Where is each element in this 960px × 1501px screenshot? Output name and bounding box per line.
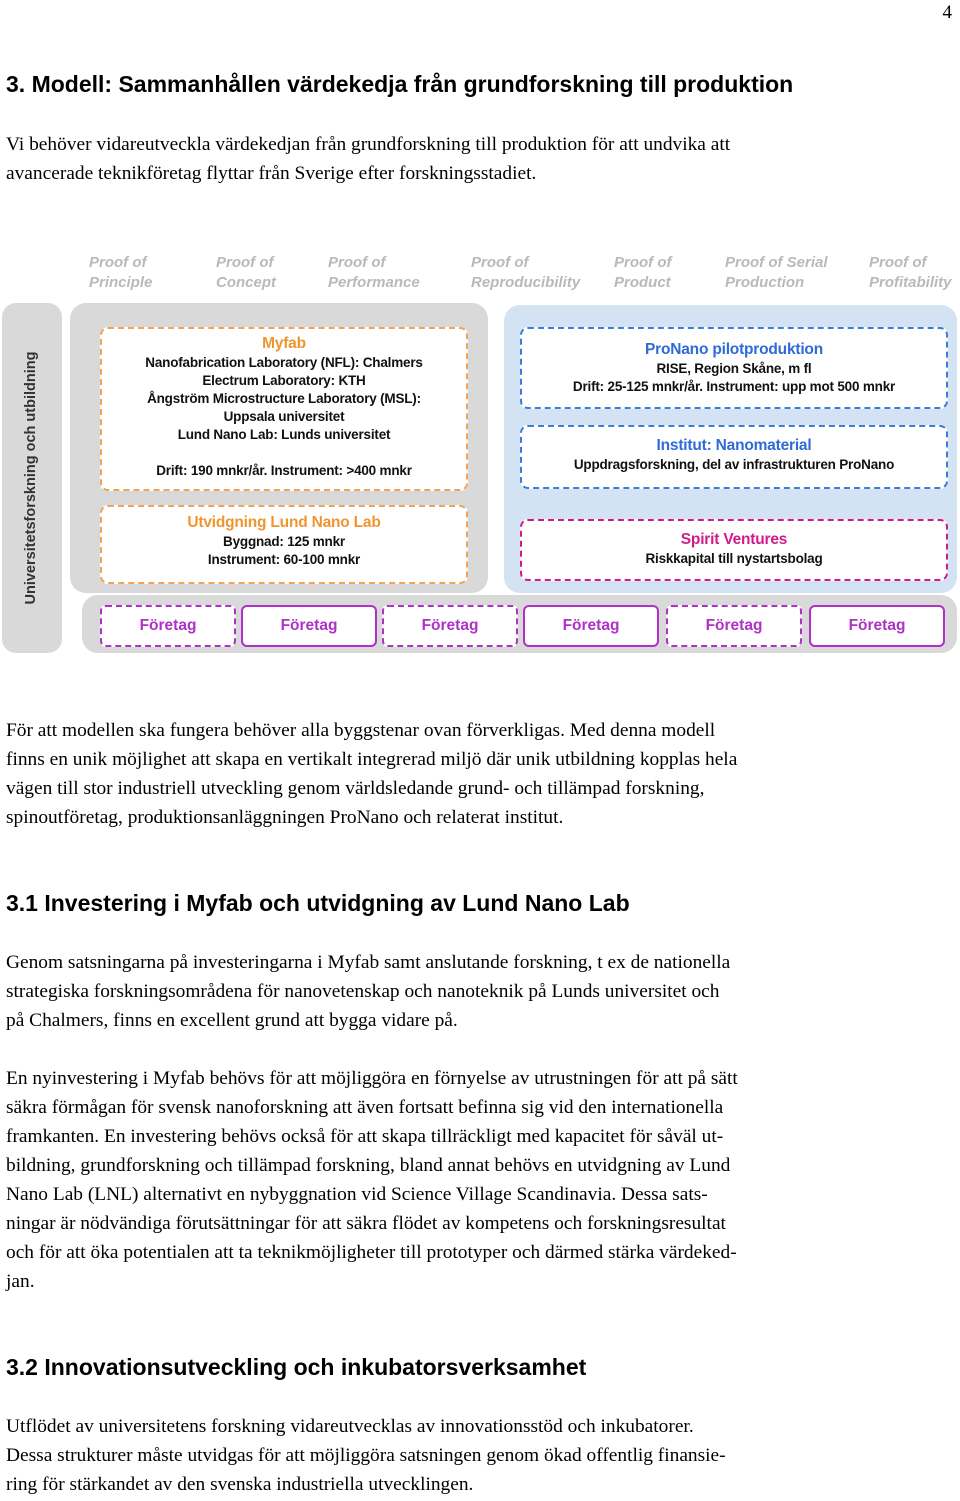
paragraph-line: säkra förmågan för svensk nanoforskning att även fortsatt befinna sig vid den internationella [6,1097,724,1118]
section-heading-3-2: 3.2 Innovationsutveckling och inkubatorsverksamhet [6,1354,587,1380]
company-box: Företag [241,605,377,647]
myfab-lnl: Lund Nano Lab: Lunds universitet [177,427,391,442]
paragraph-line: Nano Lab (LNL) alternativt en nybyggnation vid Science Village Scandinavia. Dessa sats- [6,1184,708,1205]
page-number: 4 [942,2,952,23]
stage-label: Proof of Principle [89,254,153,291]
section-3-1-paragraph-1 [6,948,958,1035]
paragraph-line: bildning, grundforskning och tillämpad forskning, bland annat behövs en utvidgning av Lund [6,1155,731,1176]
paragraph-line: En nyinvestering i Myfab behövs för att möjliggöra en förnyelse av utrustningen för att på sätt [6,1068,738,1089]
pronano-drift: Drift: 25-125 mnkr/år. Instrument: upp mot 500 mnkr [572,379,896,394]
intro-paragraph [6,130,958,188]
stage-label: Proof of Product [614,254,672,291]
paragraph-line: För att modellen ska fungera behöver alla byggstenar ovan förverkligas. Med denna modell [6,720,716,741]
lnl-expansion-box [100,505,468,584]
company-box: Företag [809,605,945,647]
lnl-expansion-building: Byggnad: 125 mnkr [223,534,345,549]
paragraph-line: framkanten. En investering behövs också för att skapa tillräckligt med kapacitet för såväl ut- [6,1126,724,1147]
paragraph-line: ring för stärkandet av den svenska industriella utvecklingen. [6,1474,474,1495]
intro-line: Vi behöver vidareutveckla värdekedjan från grundforskning till produktion för att undvika att [6,134,731,155]
paragraph-line: vägen till stor industriell utveckling genom världsledande grund- och tillämpad forskning, [6,778,705,799]
spirit-ventures-description: Riskkapital till nystartsbolag [645,551,823,566]
stage-label: Proof of Serial Production [725,254,828,291]
stage-label: Proof of Reproducibility [471,254,581,291]
company-box: Företag [382,605,518,647]
myfab-box [100,327,468,491]
company-box: Företag [666,605,802,647]
paragraph-line: strategiska forskningsområdena för nanovetenskap och nanoteknik på Lunds universitet och [6,981,720,1002]
spirit-ventures-box [520,519,948,581]
paragraph-line: finns en unik möjlighet att skapa en vertikalt integrerad miljö där unik utbildning kopplas hela [6,749,738,770]
spirit-ventures-title: Spirit Ventures [680,531,788,548]
institute-description: Uppdragsforskning, del av infrastrukturen ProNano [573,457,895,472]
myfab-nfl: Nanofabrication Laboratory (NFL): Chalmers [145,355,423,370]
paragraph-line: och för att öka potentialen att ta teknikmöjligheter till prototyper och därmed stärka värdeked- [6,1242,737,1263]
intro-line: avancerade teknikföretag flyttar från Sverige efter forskningsstadiet. [6,163,537,184]
pronano-box [520,327,948,409]
pronano-title: ProNano pilotproduktion [645,341,823,358]
myfab-electrum: Electrum Laboratory: KTH [202,373,366,388]
paragraph-line: Utflödet av universitetens forskning vidareutvecklas av innovationsstöd och inkubatorer. [6,1416,694,1437]
stage-label: Proof of Concept [216,254,276,291]
paragraph-line: jan. [6,1271,35,1292]
company-box: Företag [523,605,659,647]
paragraph-line: Dessa strukturer måste utvidgas för att möjliggöra satsningen genom ökad offentlig finansie- [6,1445,726,1466]
stage-label: Proof of Profitability [869,254,952,291]
paragraph-line: på Chalmers, finns en excellent grund att bygga vidare på. [6,1010,458,1031]
paragraph-line: spinoutföretag, produktionsanläggningen ProNano och relaterat institut. [6,807,564,828]
section-heading-3-1: 3.1 Investering i Myfab och utvidgning av Lund Nano Lab [6,890,630,916]
lnl-expansion-title: Utvidgning Lund Nano Lab [187,514,381,531]
paragraph-line: ningar är nödvändiga förutsättningar för att säkra flödet av kompetens och forskningsresultat [6,1213,726,1234]
myfab-drift: Drift: 190 mnkr/år. Instrument: >400 mnkr [156,463,412,478]
university-research-label: Universitetsforskning och utbildning [23,351,39,605]
section-heading-3: 3. Modell: Sammanhållen värdekedja från grundforskning till produktion [6,71,794,97]
institute-title: Institut: Nanomaterial [656,437,812,454]
myfab-msl: Ångström Microstructure Laboratory (MSL): [147,391,421,406]
section-3-2-paragraph-1 [6,1412,958,1499]
value-chain-diagram [0,243,960,655]
section-3-1-paragraph-2 [6,1064,958,1296]
pronano-partners: RISE, Region Skåne, m fl [656,361,812,376]
model-paragraph [6,716,958,832]
myfab-msl-location: Uppsala universitet [223,409,345,424]
lnl-expansion-instrument: Instrument: 60-100 mnkr [207,552,361,567]
paragraph-line: Genom satsningarna på investeringarna i Myfab samt anslutande forskning, t ex de nationella [6,952,731,973]
stage-label: Proof of Performance [328,254,420,291]
company-box: Företag [100,605,236,647]
myfab-title: Myfab [262,335,306,352]
institute-box [520,425,948,489]
